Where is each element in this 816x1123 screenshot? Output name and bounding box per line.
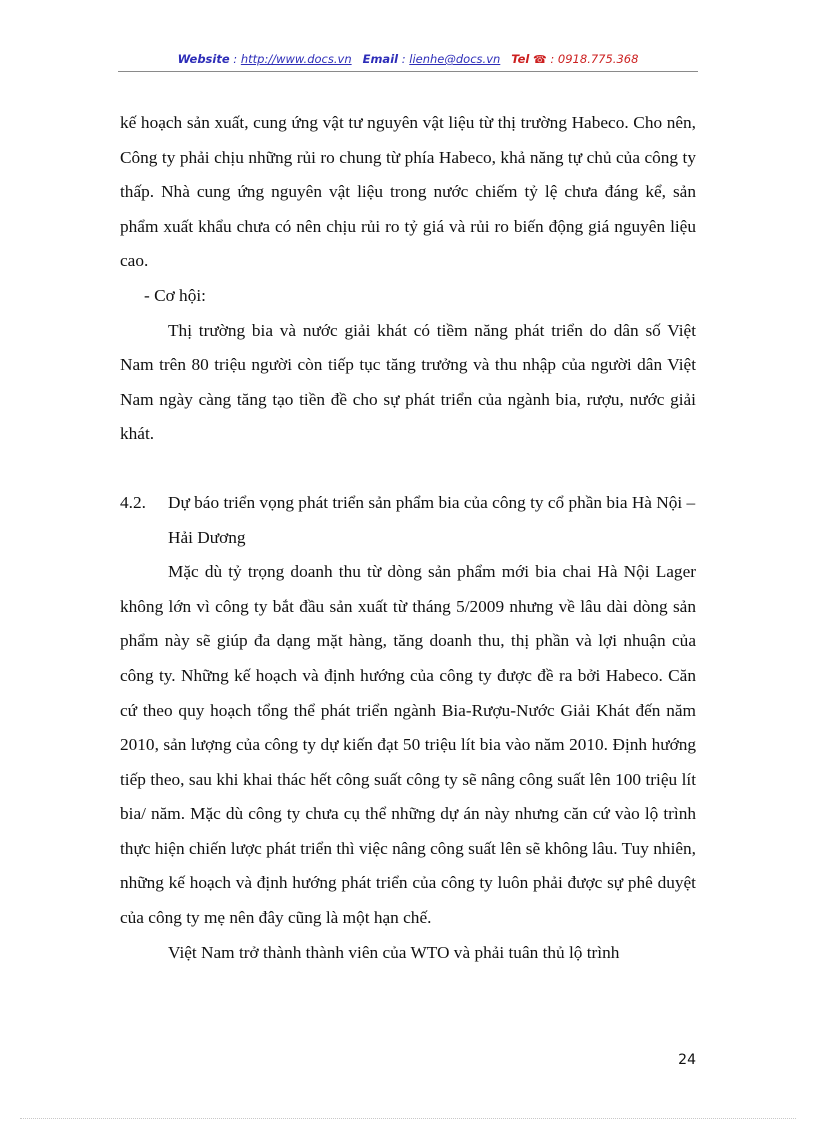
page-number: 24 bbox=[678, 1052, 696, 1068]
header-divider bbox=[118, 71, 698, 72]
email-link[interactable]: lienhe@docs.vn bbox=[409, 52, 501, 66]
section-heading bbox=[120, 486, 696, 555]
paragraph-risks-continued: kế hoạch sản xuất, cung ứng vật tư nguyên vật liệu từ thị trường Habeco. Cho nên, Công ty phải chịu những rủi ro chung từ phía Habeco, khả năng tự chủ của công ty thấp. Nhà cung ứng nguyên vật liệu trong nước chiếm tỷ lệ chưa đáng kể, sản phẩm xuất khẩu chưa có nên chịu rủi ro tỷ giá và rủi ro biến động giá nguyên liệu cao. bbox=[120, 113, 696, 271]
tel-number: 0918.775.368 bbox=[557, 52, 639, 66]
document-body bbox=[120, 106, 696, 970]
opportunities-bullet: - Cơ hội: bbox=[144, 285, 206, 305]
paragraph-forecast: Mặc dù tỷ trọng doanh thu từ dòng sản phẩm mới bia chai Hà Nội Lager không lớn vì công ty bắt đầu sản xuất từ tháng 5/2009 nhưng về lâu dài dòng sản phẩm này sẽ giúp đa dạng mặt hàng, tăng doanh thu, thị phần và lợi nhuận của công ty. Những kế hoạch và định hướng của công ty được đề ra bởi Habeco. Căn cứ theo quy hoạch tổng thể phát triển ngành Bia-Rượu-Nước Giải Khát đến năm 2010, sản lượng của công ty dự kiến đạt 50 triệu lít bia vào năm 2010. Định hướng tiếp theo, sau khi khai thác hết công suất công ty sẽ nâng công suất lên 100 triệu lít bia/ năm. Mặc dù công ty chưa cụ thể những dự án này nhưng căn cứ vào lộ trình thực hiện chiến lược phát triển thì việc nâng công suất lên sẽ không lâu. Tuy nhiên, những kế hoạch và định hướng phát triển của công ty luôn phải được sự phê duyệt của công ty mẹ nên đây cũng là một hạn chế. bbox=[120, 562, 696, 928]
page-header bbox=[120, 50, 696, 69]
page-bottom-border bbox=[20, 1118, 796, 1119]
section-title: Dự báo triển vọng phát triển sản phẩm bia của công ty cổ phần bia Hà Nội – Hải Dương bbox=[168, 492, 696, 547]
website-separator: : bbox=[229, 52, 241, 66]
website-link[interactable]: http://www.docs.vn bbox=[240, 52, 352, 66]
email-label: Email bbox=[362, 52, 399, 66]
tel-label: Tel bbox=[511, 52, 530, 66]
paragraph-wto: Việt Nam trở thành thành viên của WTO và phải tuân thủ lộ trình bbox=[168, 942, 620, 962]
paragraph-opportunities: Thị trường bia và nước giải khát có tiềm năng phát triển do dân số Việt Nam trên 80 triệu người còn tiếp tục tăng trưởng và thu nhập của người dân Việt Nam ngày càng tăng tạo tiền đề cho sự phát triển của ngành bia, rượu, nước giải khát. bbox=[120, 320, 696, 444]
section-spacer bbox=[120, 452, 696, 486]
section-number: 4.2. bbox=[120, 492, 146, 512]
email-separator: : bbox=[398, 52, 410, 66]
website-label: Website bbox=[177, 52, 230, 66]
phone-icon: ☎ bbox=[533, 53, 547, 66]
tel-separator: : bbox=[546, 52, 558, 66]
